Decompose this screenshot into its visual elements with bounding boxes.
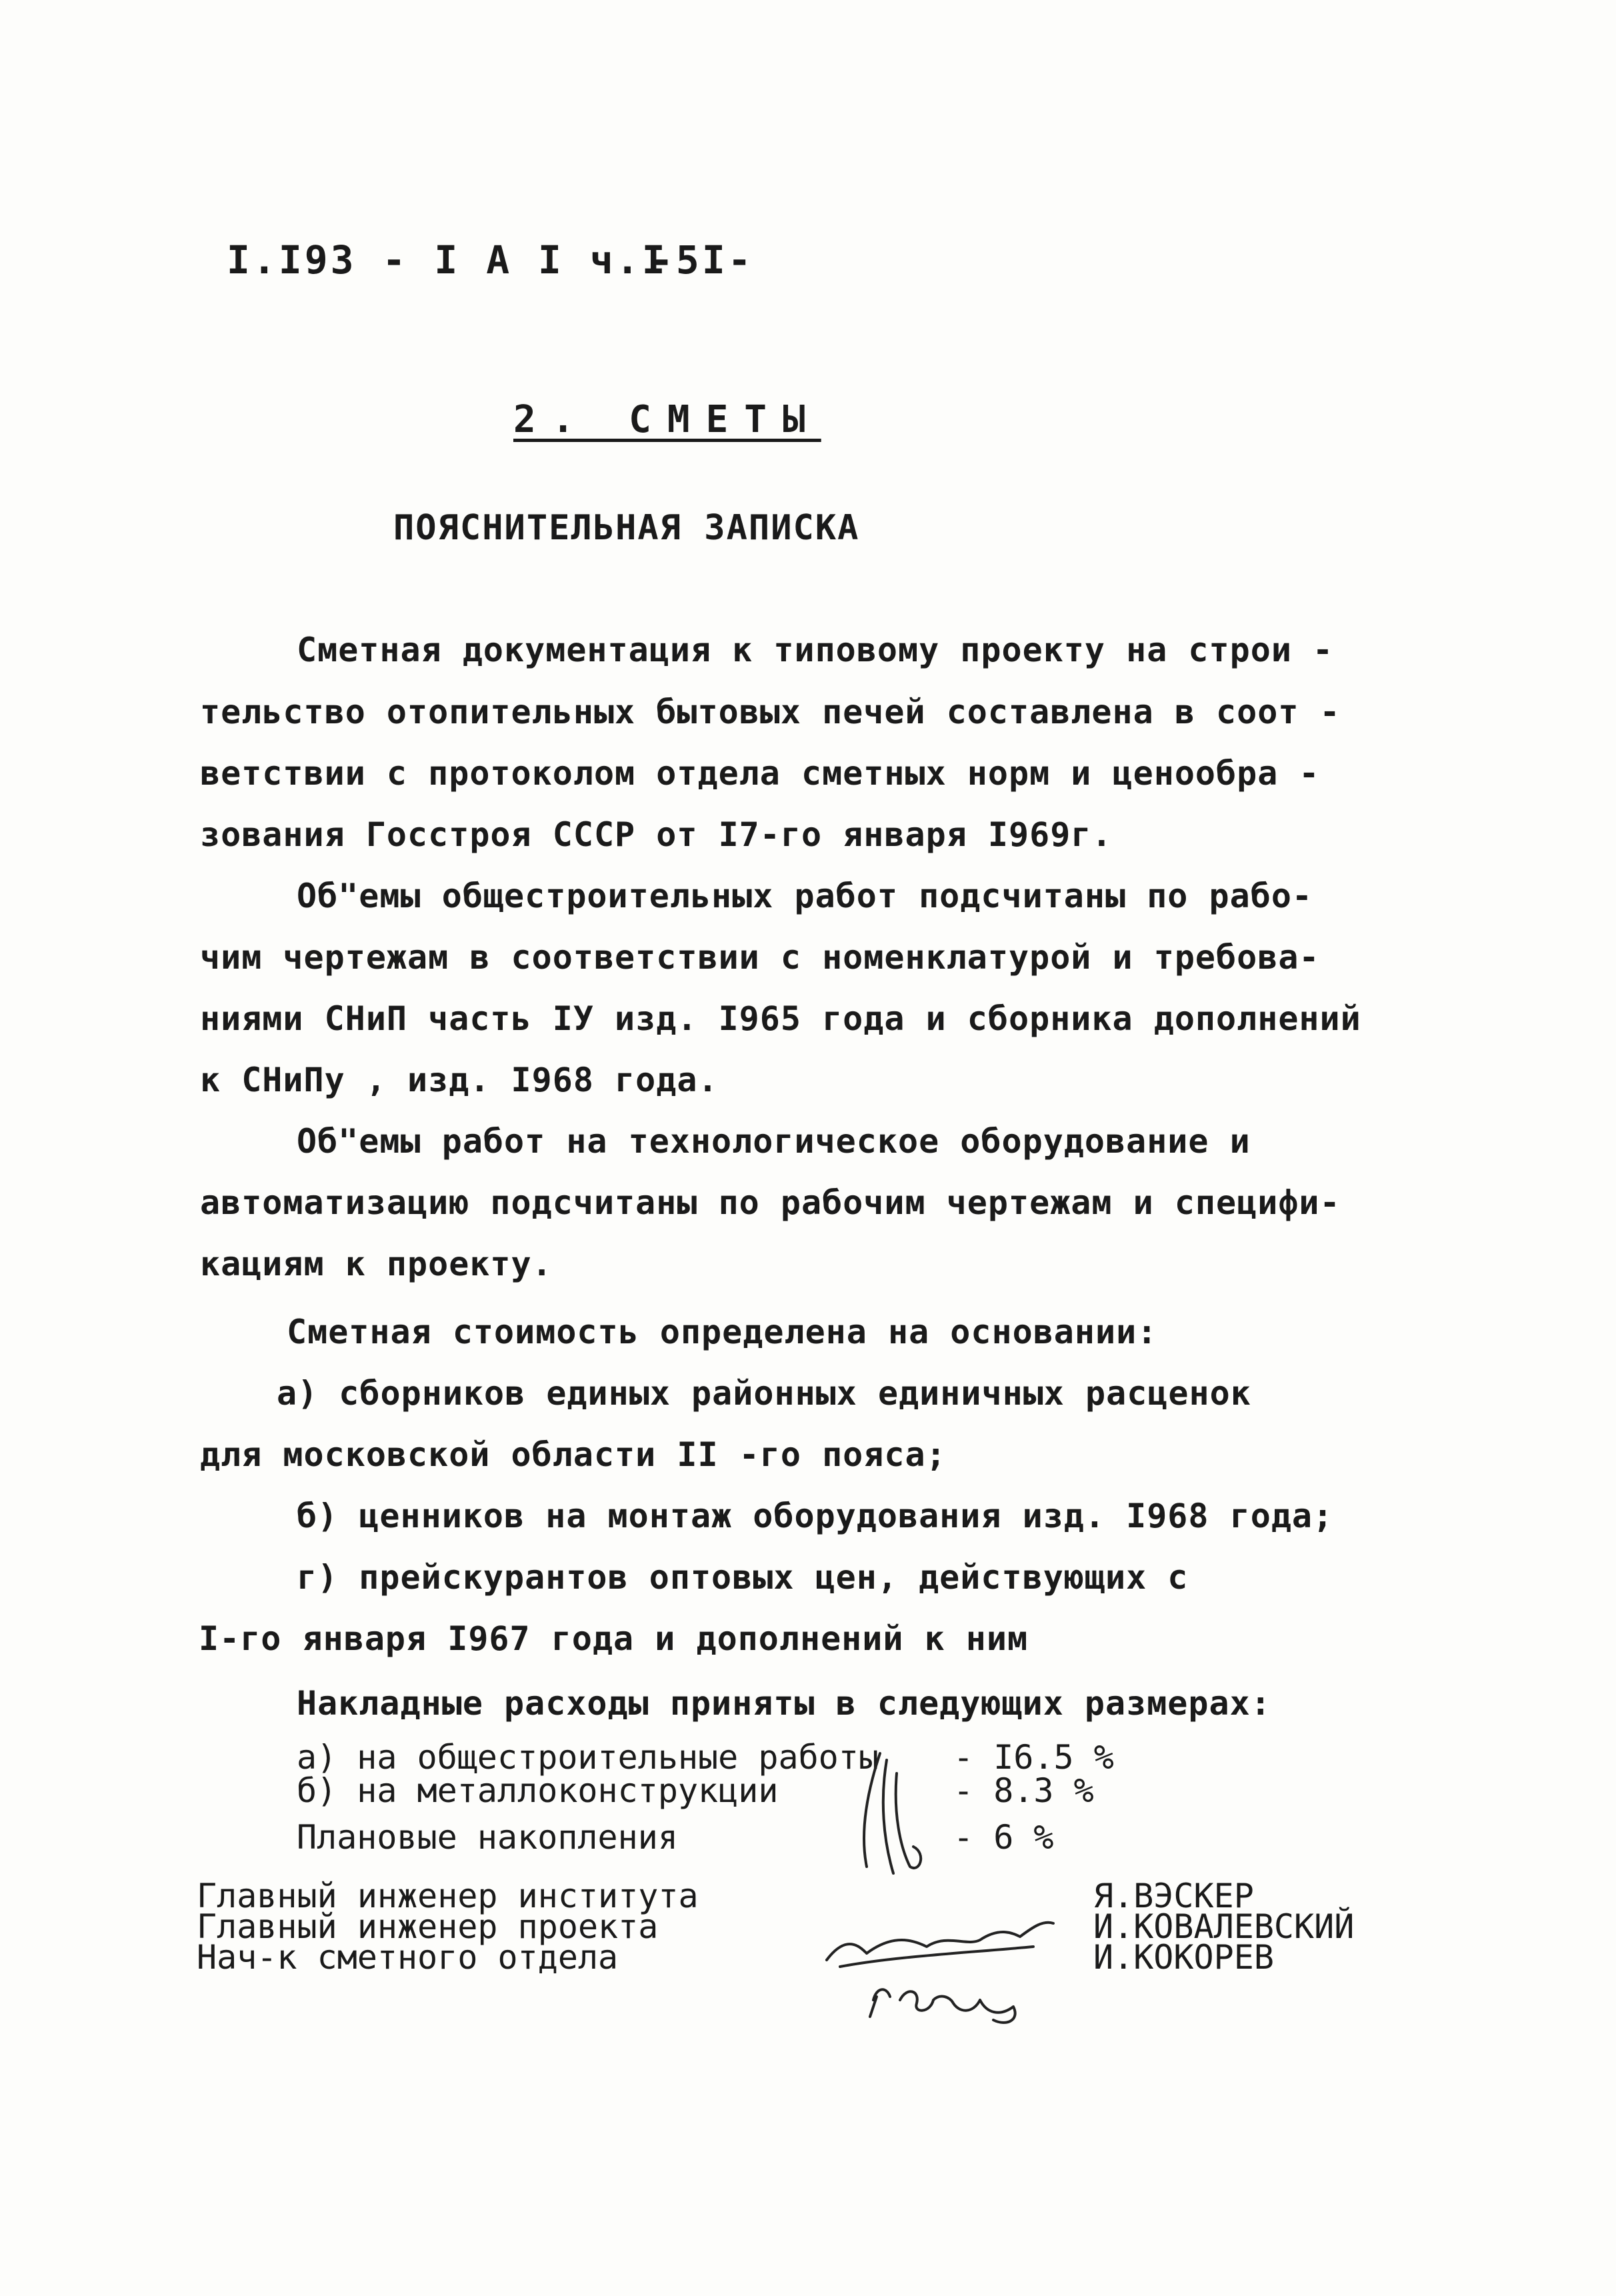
overhead-intro: Накладные расходы приняты в следующих размерах: <box>297 1684 1271 1723</box>
basis-item-a-line: а) сборников единых районных единичных расценок <box>277 1374 1251 1413</box>
paragraph-1-line: Сметная документация к типовому проекту на строи - <box>297 631 1334 669</box>
paragraph-1-line: зования Госстроя СССР от I7-го января I969г. <box>200 815 1113 854</box>
planned-savings-label: Плановые накопления <box>297 1818 678 1857</box>
signature-3-stroke <box>870 1989 1015 2023</box>
paragraph-2-line: ниями СНиП часть IУ изд. I965 года и сборника дополнений <box>200 999 1361 1038</box>
paragraph-3-line: кациям к проекту. <box>200 1245 553 1283</box>
paragraph-3-line: автоматизацию подсчитаны по рабочим чертежам и специфи- <box>200 1183 1341 1222</box>
signature-2-stroke <box>827 1923 1053 1967</box>
overhead-rate-value: - I6.5 % <box>953 1738 1114 1777</box>
page-number: -5I- <box>650 237 754 283</box>
signatory-name: И.КОКОРЕВ <box>1093 1938 1274 1977</box>
document-subtitle: ПОЯСНИТЕЛЬНАЯ ЗАПИСКА <box>393 508 860 548</box>
basis-item-b: б) ценников на монтаж оборудования изд. I968 года; <box>297 1497 1334 1535</box>
paragraph-2-line: к СНиПу , изд. I968 года. <box>200 1061 719 1099</box>
paragraph-2-line: Об"емы общестроительных работ подсчитаны по рабо- <box>297 877 1313 915</box>
handwritten-signatures <box>813 1733 1093 2027</box>
signatory-name: И.КОВАЛЕВСКИЙ <box>1093 1907 1355 1946</box>
signatory-position: Главный инженер проекта <box>197 1907 659 1946</box>
paragraph-2-line: чим чертежам в соответствии с номенклатурой и требова- <box>200 938 1320 977</box>
planned-savings-value: - 6 % <box>953 1818 1054 1857</box>
signatory-position: Главный инженер института <box>197 1877 699 1915</box>
paragraph-3-line: Об"емы работ на технологическое оборудование и <box>297 1122 1251 1161</box>
basis-item-g-line: г) прейскурантов оптовых цен, действующих с <box>297 1558 1189 1597</box>
basis-intro: Сметная стоимость определена на основании: <box>287 1313 1158 1351</box>
section-title: 2. СМЕТЫ <box>513 398 821 441</box>
overhead-rate-value: - 8.3 % <box>953 1771 1094 1810</box>
document-code: I.I93 - I A I ч.I <box>227 237 668 283</box>
overhead-rate-label: б) на металлоконструкции <box>297 1771 779 1810</box>
paragraph-1-line: ветствии с протоколом отдела сметных норм и ценообра - <box>200 754 1320 793</box>
signature-1-stroke <box>864 1753 921 1873</box>
signatory-position: Нач-к сметного отдела <box>197 1938 619 1977</box>
overhead-rate-label: а) на общестроительные работы <box>297 1738 879 1777</box>
signatory-name: Я.ВЭСКЕР <box>1093 1877 1254 1915</box>
basis-item-a-line: для московской области II -го пояса; <box>200 1435 947 1474</box>
paragraph-1-line: тельство отопительных бытовых печей составлена в соот - <box>200 693 1341 731</box>
basis-item-g-line: I-го января I967 года и дополнений к ним <box>199 1619 1029 1658</box>
